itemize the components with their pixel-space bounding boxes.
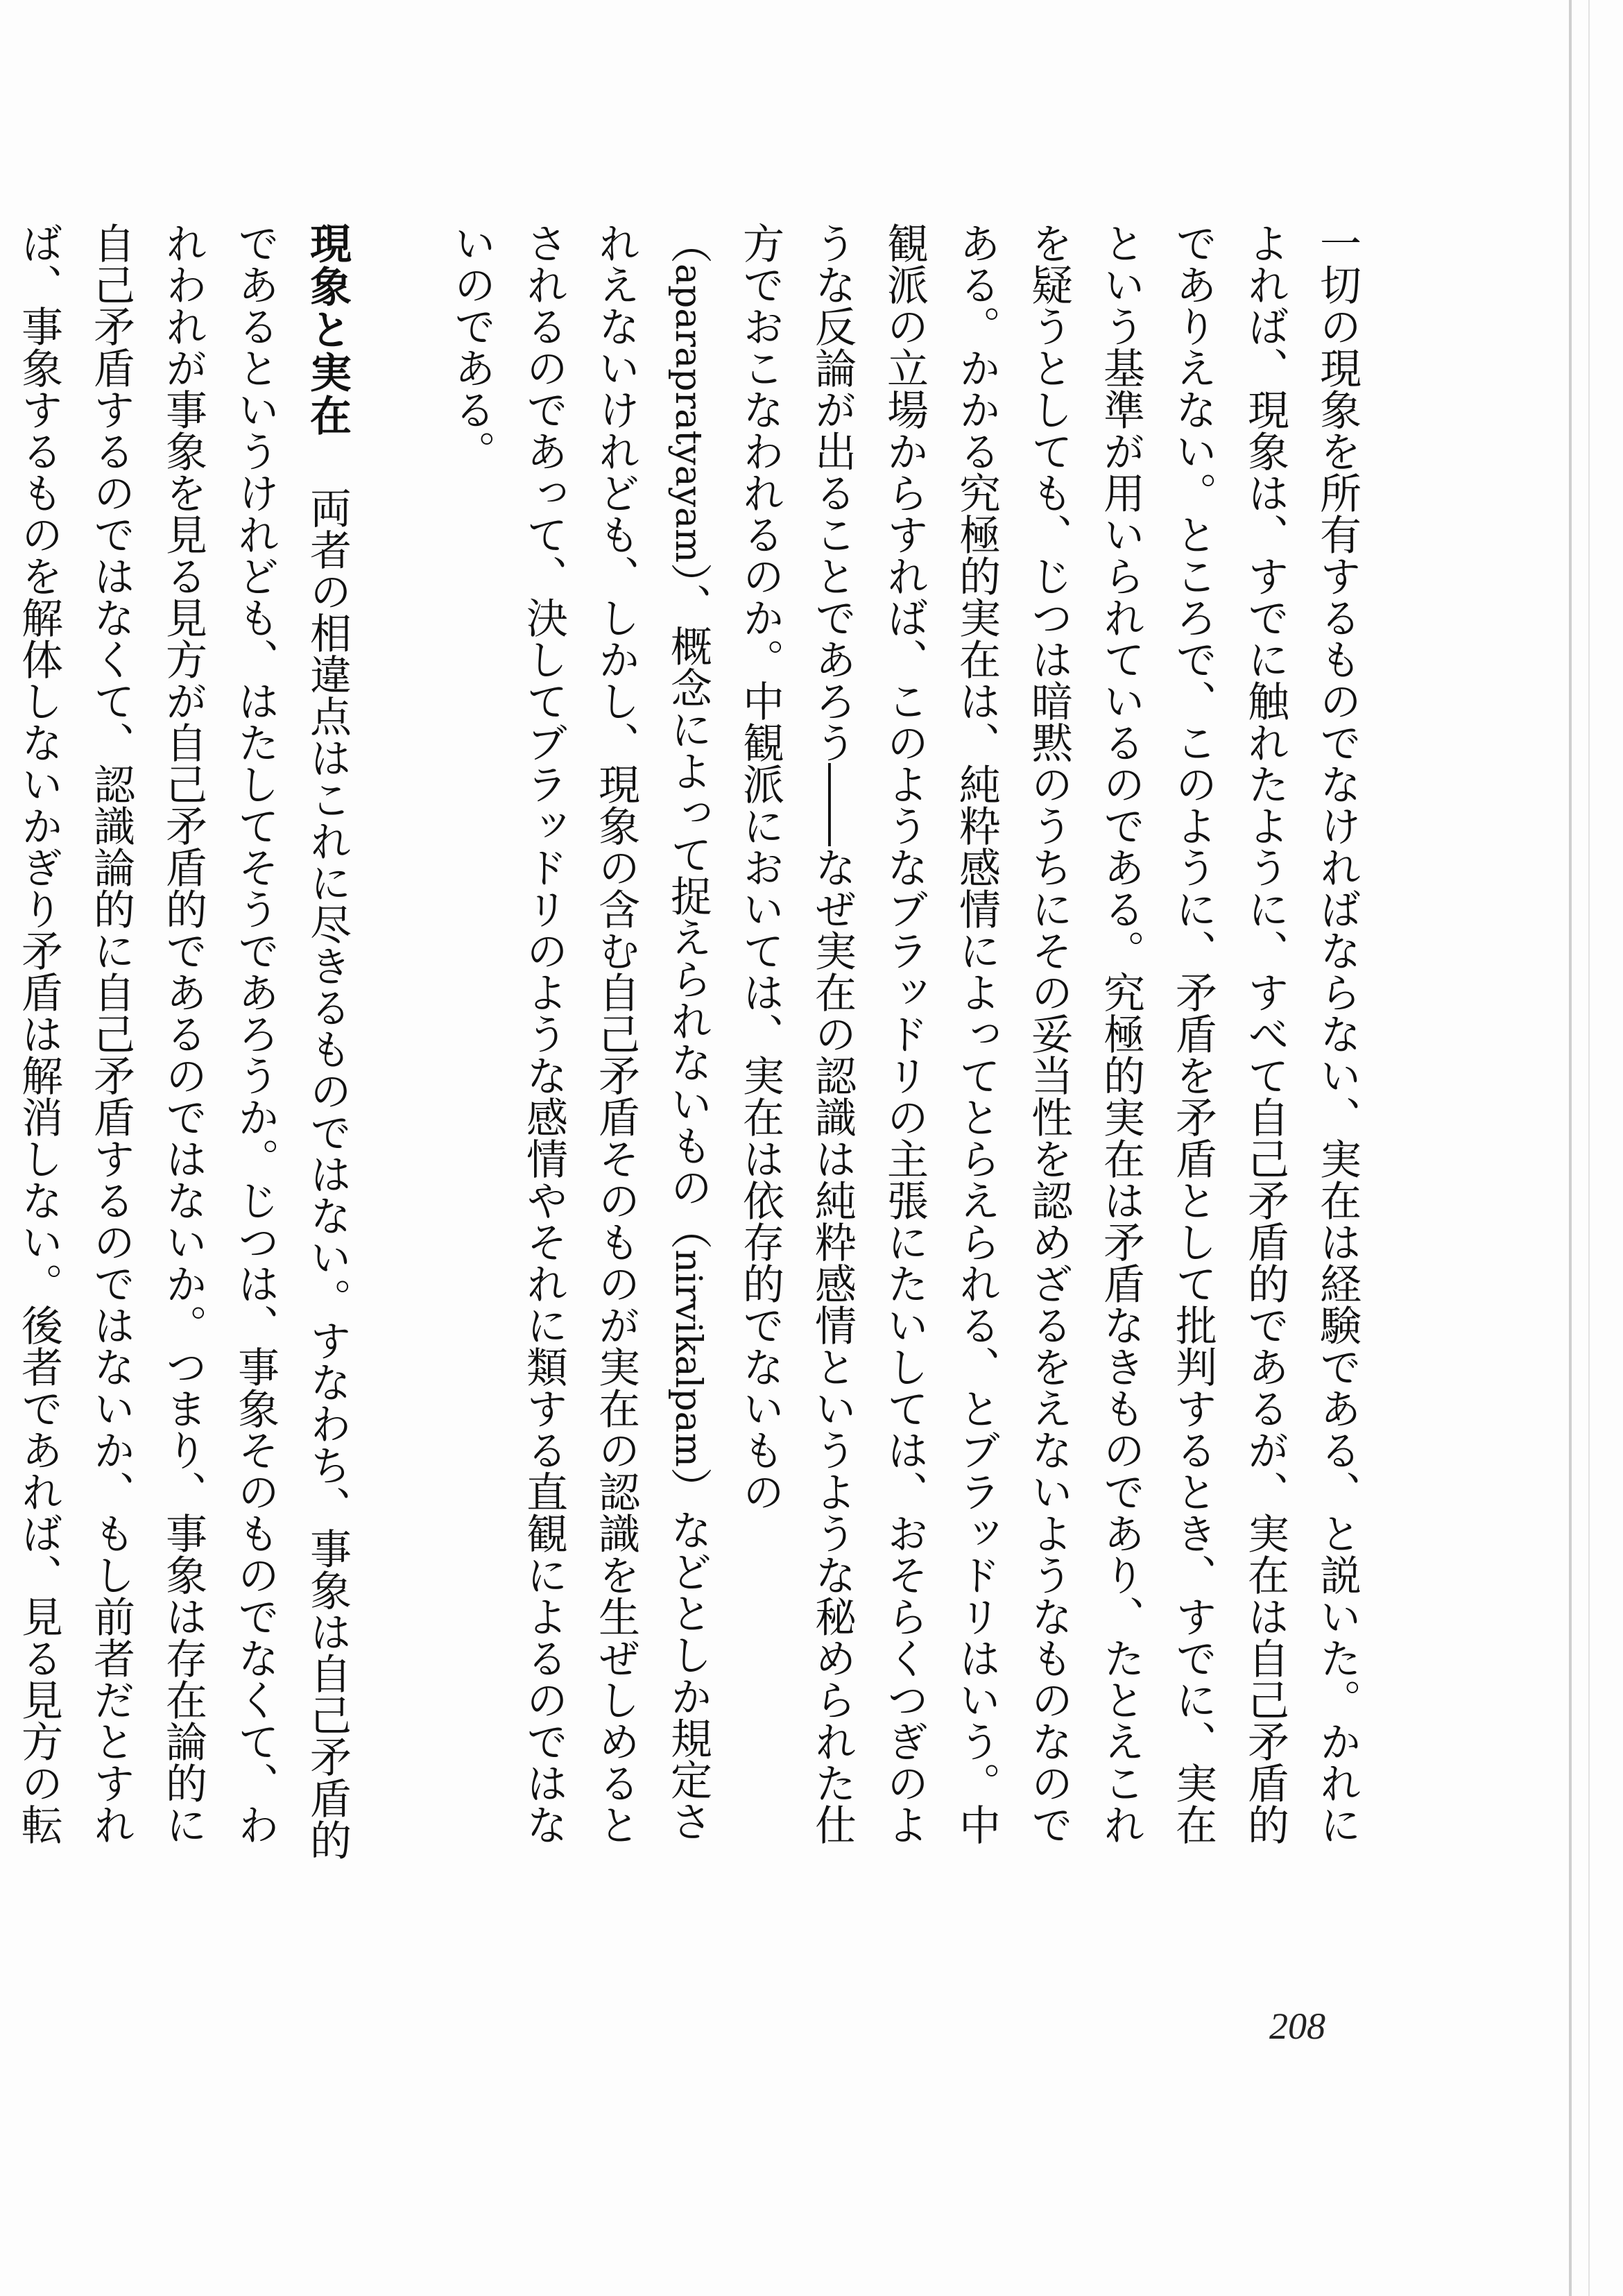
paragraph-2-text: 両者の相違点はこれに尽きるものではない。すなわち、事象は自己矛盾的であるというけれども、はたしてそうであろうか。じつは、事象そのものでなくて、われわれが事象を見る見方が自己矛盾的であるのではないか。つまり、事象は存在論的に自己矛盾するのではなくて、認識論的に自己矛盾するのではないか、もし前者だとすれば、事象するものを解体しないかぎり矛盾は解消しない。後者であれば、見る見方の転: [15, 222, 352, 1860]
paragraph-1-text: 一切の現象を所有するものでなければならない、実在は経験である、と説いた。かれによれば、現象は、すでに触れたように、すべて自己矛盾的であるが、実在は自己矛盾的でありえない。ところで、このように、矛盾を矛盾として批判するとき、すでに、実在という基準が用いられているのである。究極的実在は矛盾なきものであり、たとえこれを疑うとしても、じつは暗黙のうちにその妥当性を認めざるをえないようなものなのである。かかる究極的実在は、純粋感情によってとらえられる、とブラッドリはいう。中観派の立場からすれば、このようなブラッドリの主張にたいしては、おそらくつぎのような反論が出ることであろう――なぜ実在の認識は純粋感情というような秘められた仕方でおこなわれるのか。中観派においては、実在は依存的でないもの（: [664, 222, 1362, 1845]
paragraph-1: [436, 222, 1373, 1873]
page-number: 208: [1269, 2005, 1325, 2047]
sanskrit-term-nirvikalpam: nirvikalpam: [667, 1249, 709, 1467]
vertical-text-body: [15, 222, 1373, 1873]
section-heading: 現象と実在: [303, 222, 352, 437]
binding-shadow-secondary: [1588, 0, 1590, 2296]
binding-shadow: [1569, 0, 1572, 2296]
paragraph-1-middle: ）、概念によって捉えられないもの（: [664, 563, 712, 1250]
paragraph-1-end: ）などとしか規定されえないけれども、しかし、現象の含む自己矛盾そのものが実在の認識を生ぜしめるとされるのであって、決してブラッドリのような感情やそれに類する直観によるのではないのである。: [447, 222, 712, 1845]
paragraph-2: [0, 222, 363, 1873]
sanskrit-term-aparapratyayam: aparapratyayam: [667, 264, 709, 563]
